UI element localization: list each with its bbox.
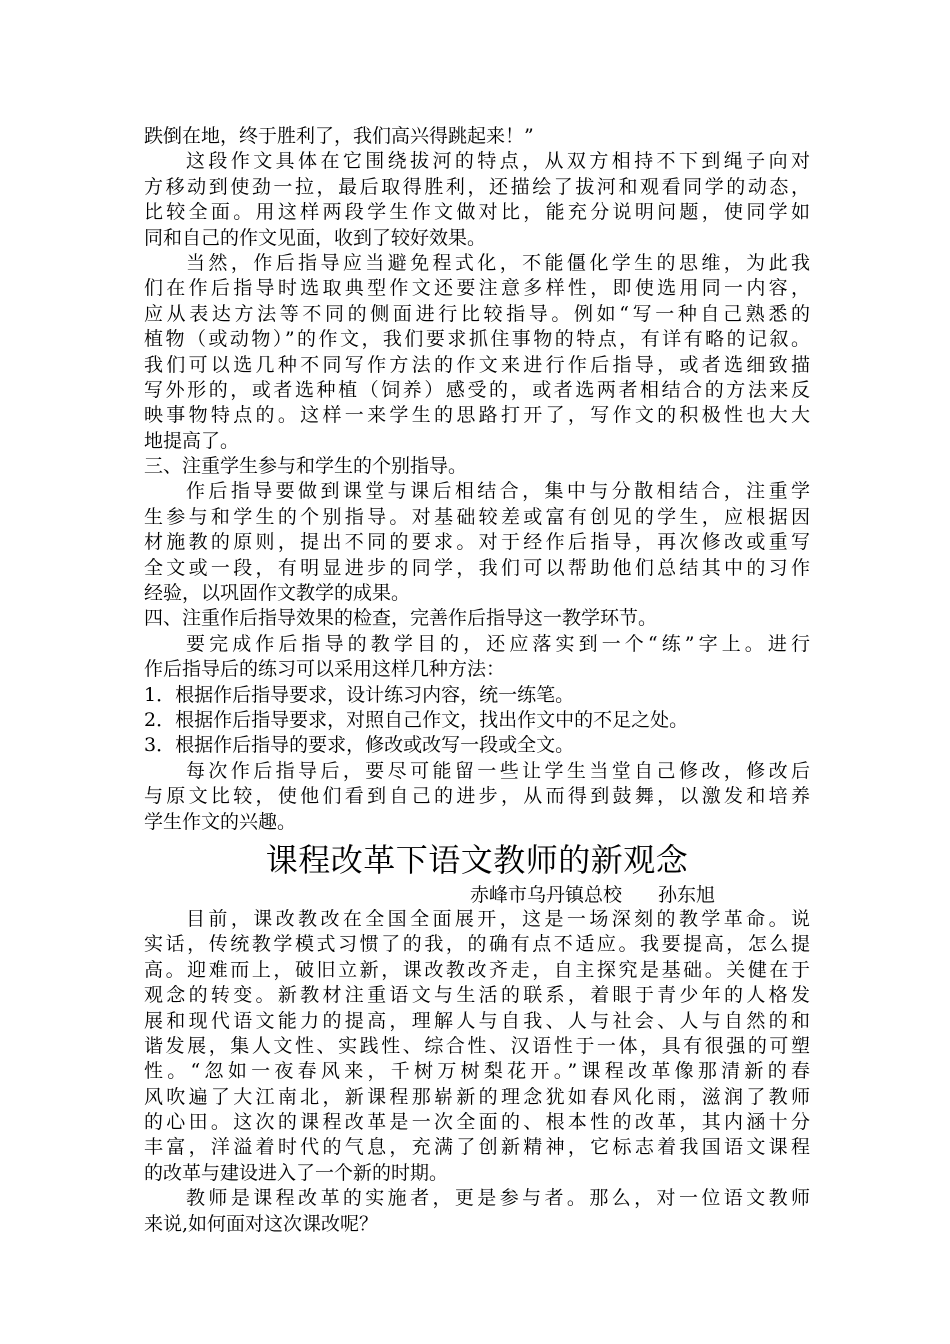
paragraph-line: 地提高了。: [144, 429, 240, 452]
list-item: 2．根据作后指导要求，对照自己作文，找出作文中的不足之处。: [144, 708, 689, 731]
paragraph-line: 目前，课改教改在全国全面展开，这是一场深刻的教学革命。说: [186, 907, 810, 930]
paragraph-line: 这段作文具体在它围绕拔河的特点，从双方相持不下到绳子向对: [186, 150, 810, 173]
paragraph-line: 丰富，洋溢着时代的气息，充满了创新精神，它标志着我国语文课程: [144, 1136, 810, 1159]
paragraph-line: 性。“忽如一夜春风来，千树万树梨花开。”课程改革像那清新的春: [144, 1060, 810, 1083]
paragraph-line: 写外形的，或者选种植（饲养）感受的，或者选两者相结合的方法来反: [144, 378, 810, 401]
paragraph-line: 展和现代语文能力的提高，理解人与自我、人与社会、人与自然的和: [144, 1009, 810, 1032]
paragraph-line: 作后指导后的练习可以采用这样几种方法：: [144, 658, 506, 681]
paragraph-line: 高。迎难而上，破旧立新，课改教改齐走，自主探究是基础。关健在于: [144, 958, 810, 981]
paragraph-line: 实话，传统教学模式习惯了的我，的确有点不适应。我要提高，怎么提: [144, 933, 810, 956]
paragraph-line: 经验，以巩固作文教学的成果。: [144, 582, 411, 605]
paragraph-line: 来说,如何面对这次课改呢？: [144, 1212, 379, 1235]
paragraph-line: 与原文比较，使他们看到自己的进步，从而得到鼓舞，以激发和培养: [144, 785, 810, 808]
author-name: 孙东旭: [658, 883, 716, 906]
paragraph-line: 作后指导要做到课堂与课后相结合，集中与分散相结合，注重学: [186, 480, 810, 503]
paragraph-line: 全文或一段，有明显进步的同学，我们可以帮助他们总结其中的习作: [144, 556, 810, 579]
paragraph-line: 风吹遍了大江南北，新课程那崭新的理念犹如春风化雨，滋润了教师: [144, 1085, 810, 1108]
paragraph-line: 生参与和学生的个别指导。对基础较差或富有创见的学生，应根据因: [144, 505, 810, 528]
section-heading: 三、注重学生参与和学生的个别指导。: [144, 455, 468, 478]
document-page: [144, 124, 810, 1237]
paragraph-line: 比较全面。用这样两段学生作文做对比，能充分说明问题，使同学如: [144, 201, 810, 224]
paragraph-line: 当然，作后指导应当避免程式化，不能僵化学生的思维，为此我: [186, 251, 810, 274]
article-body: [144, 907, 810, 1237]
paragraph-line: 植物（或动物）”的作文，我们要求抓住事物的特点，有详有略的记叙。: [144, 328, 810, 351]
paragraph-line: 跌倒在地，终于胜利了，我们高兴得跳起来！”: [144, 125, 534, 147]
paragraph-line: 材施教的原则，提出不同的要求。对于经作后指导，再次修改或重写: [144, 531, 810, 554]
paragraph-line: 要完成作后指导的教学目的，还应落实到一个“练”字上。进行: [186, 632, 810, 655]
article-title: 课程改革下语文教师的新观念: [265, 840, 689, 879]
paragraph-line: 每次作后指导后，要尽可能留一些让学生当堂自己修改，修改后: [186, 759, 810, 782]
paragraph-line: 映事物特点的。这样一来学生的思路打开了，写作文的积极性也大大: [144, 404, 810, 427]
paragraph-line: 观念的转变。新教材注重语文与生活的联系，着眼于青少年的人格发: [144, 984, 810, 1007]
paragraph-line: 学生作文的兴趣。: [144, 810, 297, 833]
byline: [144, 883, 810, 907]
paragraph-line: 我们可以选几种不同写作方法的作文来进行作后指导，或者选细致描: [144, 353, 810, 376]
list-item: 1．根据作后指导要求，设计练习内容，统一练笔。: [144, 683, 575, 706]
paragraph-line: 应从表达方法等不同的侧面进行比较指导。例如“写一种自己熟悉的: [144, 302, 810, 325]
paragraph-line: 的改革与建设进入了一个新的时期。: [144, 1161, 449, 1184]
previous-article-continuation: [144, 124, 810, 835]
paragraph-line: 的心田。这次的课程改革是一次全面的、根本性的改革，其内涵十分: [144, 1111, 810, 1134]
paragraph-line: 同和自己的作文见面，收到了较好效果。: [144, 226, 487, 249]
section-heading: 四、注重作后指导效果的检查，完善作后指导这一教学环节。: [144, 607, 658, 630]
paragraph-line: 谐发展，集人文性、实践性、综合性、汉语性于一体，具有很强的可塑: [144, 1034, 810, 1057]
list-item: 3．根据作后指导的要求，修改或改写一段或全文。: [144, 734, 575, 757]
paragraph-line: 方移动到使劲一拉，最后取得胜利，还描绘了拔河和观看同学的动态，: [144, 175, 810, 198]
author-affiliation: 赤峰市乌丹镇总校: [470, 883, 623, 906]
paragraph-line: 教师是课程改革的实施者，更是参与者。那么，对一位语文教师: [186, 1187, 810, 1210]
paragraph-line: 们在作后指导时选取典型作文还要注意多样性，即使选用同一内容，: [144, 277, 810, 300]
